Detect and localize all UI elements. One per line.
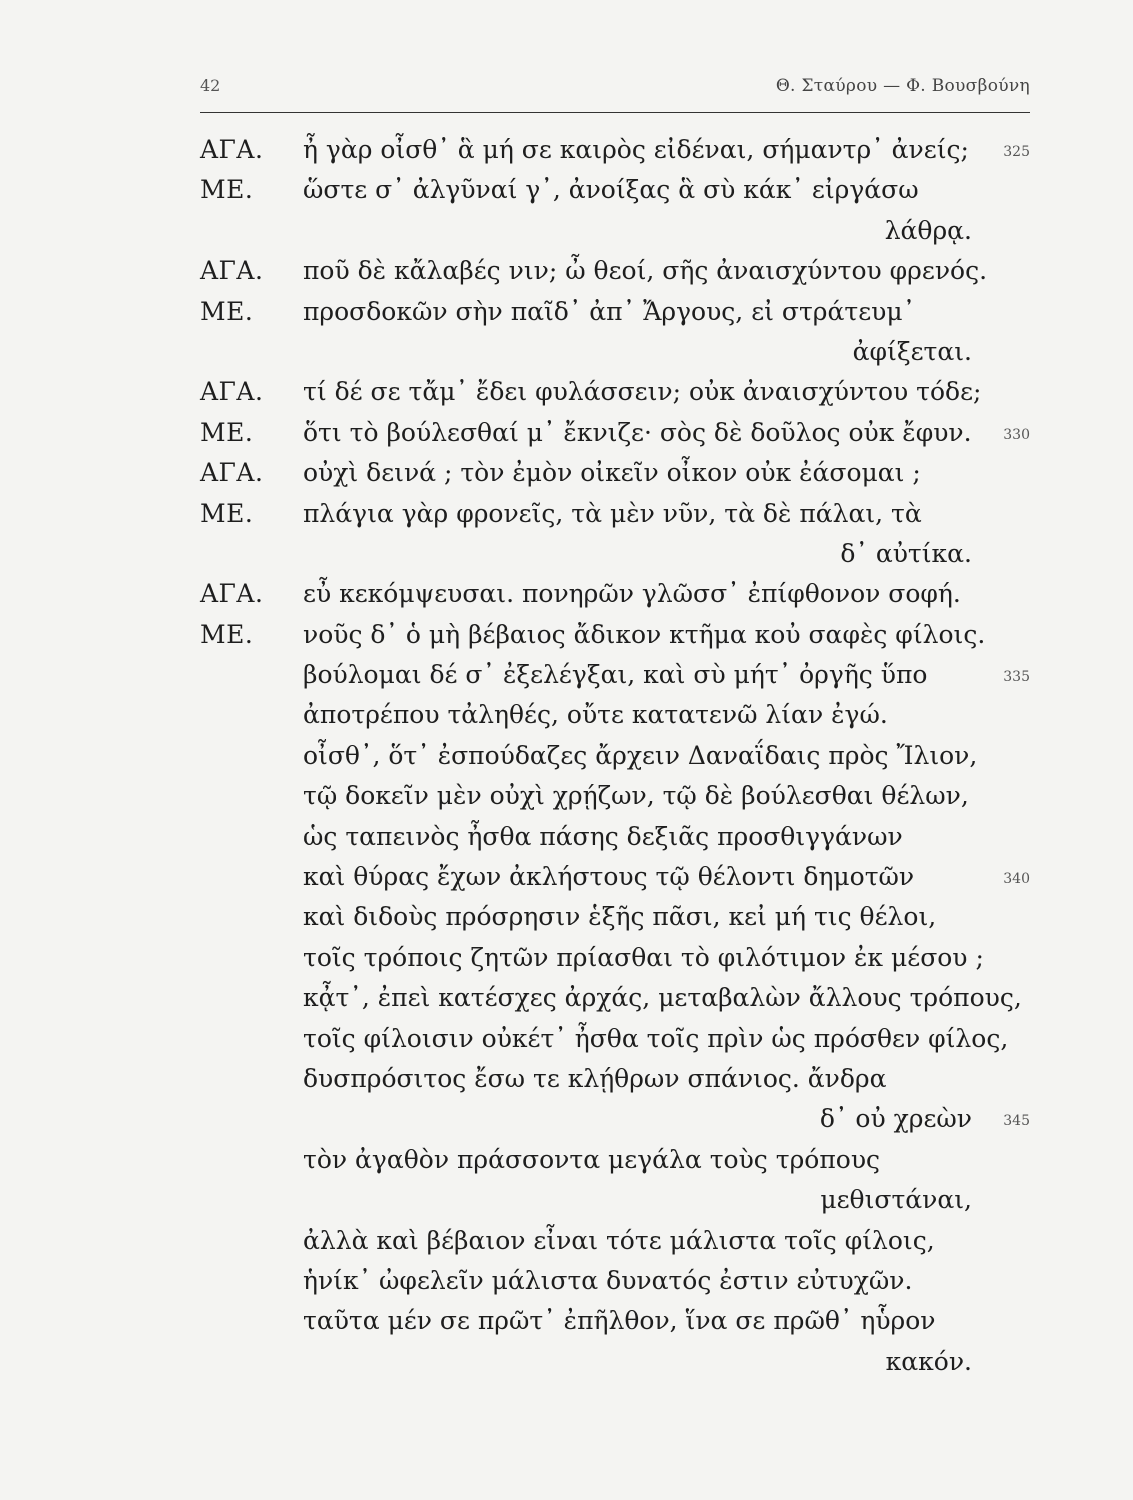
verse-line — [200, 938, 1030, 978]
verse-text: ἦ γὰρ οἶσθ᾽ ἃ μή σε καιρὸς εἰδέναι, σήμαντρ᾽ ἀνείς; — [303, 135, 969, 164]
verse-line — [200, 857, 1030, 897]
verse-line — [200, 372, 1030, 412]
verse-text: ταῦτα μέν σε πρῶτ᾽ ἐπῆλθον, ἵνα σε πρῶθ᾽ ηὗρον — [303, 1306, 936, 1336]
verse-line — [200, 1019, 1030, 1059]
verse-text: καὶ διδοὺς πρόσρησιν ἑξῆς πᾶσι, κεἰ μή τις θέλοι, — [303, 902, 937, 932]
running-head: Θ. Σταύρου — Φ. Βουσβούνη — [775, 76, 1030, 96]
verse-line — [200, 695, 1030, 735]
verse-text: τί δέ σε τἄμ᾽ ἔδει φυλάσσειν; οὐκ ἀναισχύντου τόδε; — [303, 377, 982, 407]
verse-line — [200, 251, 1030, 291]
line-number: 325 — [1003, 144, 1030, 160]
verse-text: καὶ θύρας ἔχων ἀκλήστους τῷ θέλοντι δημοτῶν — [303, 862, 915, 892]
verse-line — [200, 1301, 1030, 1341]
line-number: 330 — [1003, 426, 1030, 443]
speaker-label: ΑΓΑ. — [200, 458, 264, 488]
verse-text: δ᾽ οὐ χρεὼν — [819, 1104, 972, 1134]
line-number: 335 — [1003, 669, 1030, 686]
line-number: 345 — [1003, 1113, 1030, 1130]
verse-line — [200, 1221, 1030, 1261]
verse-line — [200, 494, 1030, 534]
verse-text: προσδοκῶν σὴν παῖδ᾽ ἀπ᾽ Ἄργους, εἰ στράτευμ᾽ — [303, 296, 916, 326]
verse-text: ὡς ταπεινὸς ἦσθα πάσης δεξιᾶς προσθιγγάνων — [303, 821, 903, 851]
verse-text: λάθρᾳ. — [884, 215, 972, 245]
verse-line — [200, 170, 1030, 210]
speaker-label: ΜΕ. — [200, 296, 254, 326]
verse-text: ἀποτρέπου τἀληθές, οὔτε κατατενῶ λίαν ἐγώ. — [303, 700, 888, 730]
verse-body — [200, 130, 1030, 1382]
page-number: 42 — [200, 76, 221, 95]
verse-line — [200, 736, 1030, 776]
speaker-label: ΑΓΑ. — [200, 135, 264, 164]
verse-line — [200, 655, 1030, 695]
verse-line — [200, 211, 1030, 251]
verse-line — [200, 1099, 1030, 1139]
verse-text: κακόν. — [885, 1346, 972, 1376]
line-number: 340 — [1003, 871, 1030, 888]
verse-line — [200, 817, 1030, 857]
verse-text: ἡνίκ᾽ ὠφελεῖν μάλιστα δυνατός ἐστιν εὐτυχῶν. — [303, 1265, 913, 1295]
verse-line — [200, 292, 1030, 332]
verse-text: εὖ κεκόμψευσαι. πονηρῶν γλῶσσ᾽ ἐπίφθονον σοφή. — [303, 579, 961, 609]
speaker-label: ΜΕ. — [200, 619, 254, 649]
verse-line — [200, 776, 1030, 816]
speaker-label: ΑΓΑ. — [200, 256, 264, 286]
speaker-label: ΜΕ. — [200, 498, 254, 528]
verse-text: πλάγια γὰρ φρονεῖς, τὰ μὲν νῦν, τὰ δὲ πάλαι, τὰ — [303, 498, 922, 528]
verse-line — [200, 978, 1030, 1018]
verse-line — [200, 413, 1030, 453]
verse-text: οὐχὶ δεινά ; τὸν ἐμὸν οἰκεῖν οἶκον οὐκ ἐάσομαι ; — [303, 458, 921, 488]
speaker-label: ΑΓΑ. — [200, 579, 264, 609]
verse-line — [200, 130, 1030, 170]
verse-line — [200, 574, 1030, 614]
verse-text: ὥστε σ᾽ ἀλγῦναί γ᾽, ἀνοίξας ἃ σὺ κάκ᾽ εἰργάσω — [303, 175, 919, 205]
verse-text: τῷ δοκεῖν μὲν οὐχὶ χρῄζων, τῷ δὲ βούλεσθαι θέλων, — [303, 781, 969, 811]
verse-line — [200, 897, 1030, 937]
verse-text: οἶσθ᾽, ὅτ᾽ ἐσπούδαζες ἄρχειν Δαναΐδαις πρὸς Ἴλιον, — [303, 740, 978, 770]
verse-line — [200, 1140, 1030, 1180]
verse-text: δ᾽ αὐτίκα. — [840, 538, 972, 568]
verse-line — [200, 1059, 1030, 1099]
verse-text: βούλομαι δέ σ᾽ ἐξελέγξαι, καὶ σὺ μήτ᾽ ὀργῆς ὕπο — [303, 660, 928, 690]
verse-line — [200, 1180, 1030, 1220]
verse-text: μεθιστάναι, — [820, 1185, 972, 1215]
verse-line — [200, 453, 1030, 493]
verse-text: νοῦς δ᾽ ὁ μὴ βέβαιος ἄδικον κτῆμα κοὐ σαφὲς φίλοις. — [303, 619, 986, 649]
verse-line — [200, 615, 1030, 655]
speaker-label: ΑΓΑ. — [200, 377, 264, 407]
verse-text: τὸν ἀγαθὸν πράσσοντα μεγάλα τοὺς τρόπους — [303, 1144, 881, 1174]
speaker-label: ΜΕ. — [200, 417, 254, 447]
verse-text: ἀλλὰ καὶ βέβαιον εἶναι τότε μάλιστα τοῖς φίλοις, — [303, 1225, 935, 1255]
speaker-label: ΜΕ. — [200, 175, 254, 205]
verse-text: ὅτι τὸ βούλεσθαί μ᾽ ἔκνιζε· σὸς δὲ δοῦλος οὐκ ἔφυν. — [303, 417, 972, 447]
verse-line — [200, 332, 1030, 372]
verse-text: δυσπρόσιτος ἔσω τε κλῄθρων σπάνιος. ἄνδρα — [303, 1063, 887, 1093]
verse-line — [200, 1261, 1030, 1301]
verse-text: κᾆτ᾽, ἐπεὶ κατέσχες ἀρχάς, μεταβαλὼν ἄλλους τρόπους, — [303, 983, 1022, 1013]
verse-text: ἀφίξεται. — [852, 336, 972, 366]
header-rule — [200, 112, 1030, 113]
page-header — [200, 76, 1030, 106]
verse-line — [200, 534, 1030, 574]
verse-text: τοῖς φίλοισιν οὐκέτ᾽ ἦσθα τοῖς πρὶν ὡς πρόσθεν φίλος, — [303, 1023, 1009, 1053]
verse-line — [200, 1342, 1030, 1382]
verse-text: ποῦ δὲ κἄλαβές νιν; ὦ θεοί, σῆς ἀναισχύντου φρενός. — [303, 256, 988, 286]
verse-text: τοῖς τρόποις ζητῶν πρίασθαι τὸ φιλότιμον ἐκ μέσου ; — [303, 942, 984, 972]
